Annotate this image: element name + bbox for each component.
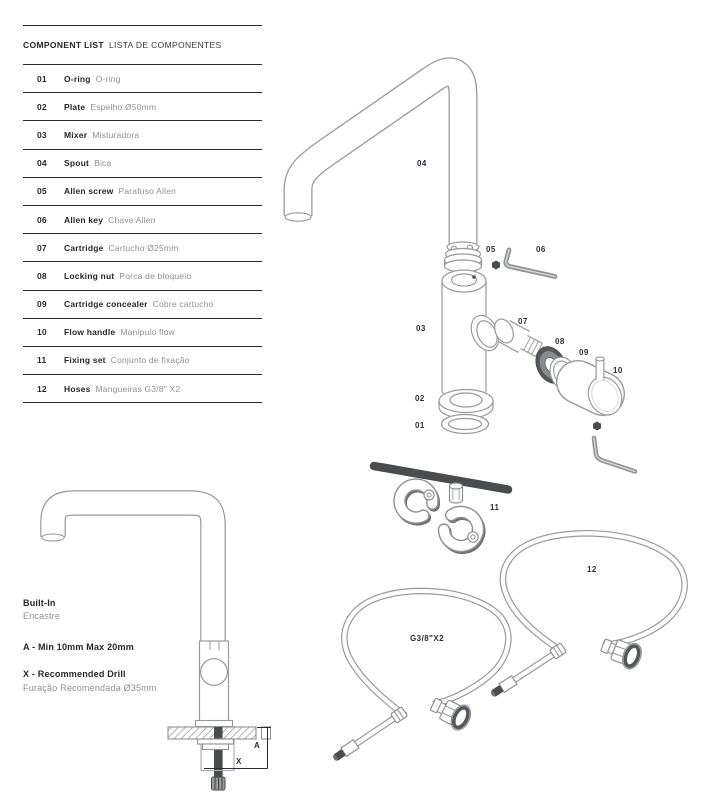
part-label-05: 05 bbox=[486, 245, 496, 254]
component-row-12 bbox=[23, 375, 262, 403]
o-ring-drawing bbox=[442, 415, 489, 434]
component-name-en: O-ring bbox=[64, 73, 91, 84]
component-row-09 bbox=[23, 291, 262, 319]
part-label-02: 02 bbox=[415, 394, 425, 403]
part-label-09: 09 bbox=[579, 348, 589, 357]
part-label-08: 08 bbox=[555, 337, 565, 346]
component-name-pt: Cobre cartucho bbox=[152, 299, 214, 310]
component-number: 07 bbox=[37, 242, 47, 253]
component-number: 03 bbox=[37, 129, 47, 140]
component-name-pt: Espelho Ø50mm bbox=[90, 101, 157, 112]
component-name-en: Fixing set bbox=[64, 355, 106, 366]
component-row-06 bbox=[23, 206, 262, 234]
component-number: 09 bbox=[37, 299, 47, 310]
component-list-header bbox=[23, 25, 262, 65]
component-name-pt: Bica bbox=[94, 158, 112, 169]
component-row-05 bbox=[23, 178, 262, 206]
part-label-12: 12 bbox=[587, 565, 597, 574]
part-label-03: 03 bbox=[416, 324, 426, 333]
component-number: 02 bbox=[37, 101, 47, 112]
allen-key-drawing bbox=[506, 250, 555, 277]
component-name-pt: Chave Allen bbox=[108, 214, 156, 225]
part-label-07: 07 bbox=[518, 317, 528, 326]
built-in-title-pt: Encastre bbox=[23, 611, 61, 621]
hose-right bbox=[489, 533, 685, 699]
hose-left bbox=[331, 591, 508, 763]
component-row-01 bbox=[23, 65, 262, 93]
handle-pin bbox=[596, 357, 605, 361]
part-label-04: 04 bbox=[417, 159, 427, 168]
component-name-en: Cartridge concealer bbox=[64, 299, 148, 310]
dim-a-label: A bbox=[254, 741, 261, 750]
hoses-drawing bbox=[331, 533, 685, 763]
component-name-pt: Manipulo flow bbox=[120, 327, 175, 338]
component-name-pt: O-ring bbox=[95, 73, 121, 84]
built-in-washer bbox=[198, 739, 234, 744]
spout-outlet bbox=[285, 213, 311, 221]
spout-drawing bbox=[285, 72, 463, 245]
component-name-en: Allen key bbox=[64, 214, 104, 225]
dim-x-label: X bbox=[236, 757, 242, 766]
hose-size-label: G3/8"X2 bbox=[410, 634, 445, 643]
component-row-10 bbox=[23, 319, 262, 347]
fixing-clamp-1 bbox=[400, 484, 434, 519]
threaded-rod bbox=[374, 466, 508, 490]
built-in-handle bbox=[201, 659, 228, 686]
component-name-pt: Misturadora bbox=[92, 129, 140, 140]
spout-joint-rings bbox=[445, 242, 482, 272]
allen-key-2-drawing bbox=[594, 438, 635, 472]
rod-tip bbox=[212, 777, 226, 790]
component-row-08 bbox=[23, 262, 262, 290]
component-name-pt: Conjunto de fixação bbox=[110, 355, 190, 366]
component-row-02 bbox=[23, 93, 262, 121]
component-name-en: Allen screw bbox=[64, 186, 114, 197]
component-name-en: Cartridge bbox=[64, 242, 104, 253]
component-name-en: Spout bbox=[64, 158, 90, 169]
component-number: 01 bbox=[37, 73, 47, 84]
component-number: 05 bbox=[37, 186, 47, 197]
built-in-title-en: Built-In bbox=[23, 598, 56, 608]
part-label-10: 10 bbox=[613, 366, 623, 375]
component-list-title-pt: LISTA DE COMPONENTES bbox=[108, 40, 222, 50]
fixing-set-drawing bbox=[374, 466, 508, 548]
component-name-pt: Mangueiras G3/8" X2 bbox=[95, 383, 181, 394]
component-name-en: Mixer bbox=[64, 129, 88, 140]
part-label-01: 01 bbox=[415, 421, 425, 430]
component-number: 10 bbox=[37, 327, 47, 338]
part-label-11: 11 bbox=[490, 503, 500, 512]
part-label-06: 06 bbox=[536, 245, 546, 254]
built-in-locknut bbox=[203, 744, 229, 750]
hose-tip bbox=[331, 740, 359, 763]
component-name-pt: Parafuso Allen bbox=[118, 186, 177, 197]
handle-screw-drawing bbox=[593, 422, 601, 431]
built-in-note-x-pt: Furação Recomendada Ø35mm bbox=[23, 683, 157, 693]
built-in-note-x-en: X - Recommended Drill bbox=[23, 669, 126, 679]
component-number: 11 bbox=[37, 355, 47, 366]
component-list-title-en: COMPONENT LIST bbox=[23, 40, 104, 50]
set-screw-hole bbox=[472, 275, 476, 279]
component-name-en: Hoses bbox=[64, 383, 91, 394]
component-number: 06 bbox=[37, 214, 47, 225]
component-row-03 bbox=[23, 121, 262, 149]
built-in-note-a: A - Min 10mm Max 20mm bbox=[23, 642, 134, 652]
component-name-pt: Porca de bloqueio bbox=[119, 270, 192, 281]
component-number: 08 bbox=[37, 270, 47, 281]
component-number: 12 bbox=[37, 383, 47, 394]
component-row-07 bbox=[23, 234, 262, 262]
component-row-11 bbox=[23, 347, 262, 375]
component-name-pt: Cartucho Ø25mm bbox=[108, 242, 179, 253]
mixer-body-drawing bbox=[442, 270, 504, 401]
allen-screw-drawing bbox=[492, 261, 500, 270]
component-list-panel bbox=[23, 25, 262, 403]
component-name-en: Locking nut bbox=[64, 270, 115, 281]
fixing-cylinder bbox=[450, 483, 463, 503]
fixing-clamp-2 bbox=[444, 512, 479, 548]
component-row-04 bbox=[23, 150, 262, 178]
component-name-en: Flow handle bbox=[64, 327, 116, 338]
built-in-base-plate bbox=[196, 721, 233, 727]
built-in-threaded-rod bbox=[214, 727, 223, 777]
component-name-en: Plate bbox=[64, 101, 86, 112]
component-number: 04 bbox=[37, 158, 47, 169]
countertop-section bbox=[168, 727, 256, 739]
hose-tip bbox=[489, 676, 517, 699]
